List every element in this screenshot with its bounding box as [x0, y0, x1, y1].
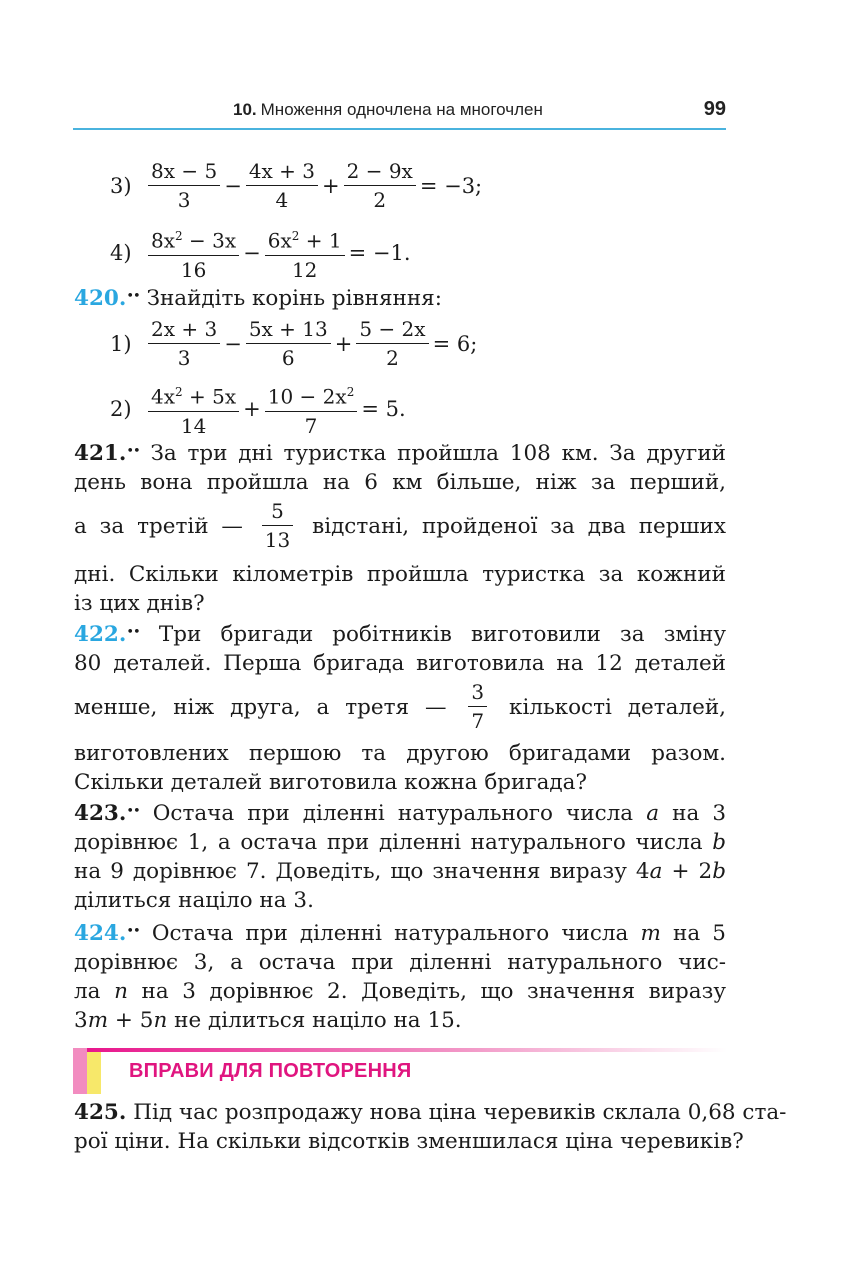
exercise-423-line-2: дорівнює 1, а остача при діленні натурального числа b [74, 830, 726, 855]
exercise-422-line-2: 80 деталей. Перша бригада виготовила на 12 деталей [74, 651, 726, 676]
page-number: 99 [703, 98, 726, 120]
running-header [73, 96, 726, 130]
fraction: $\frac{4x^2 + 5x}{14}$ [148, 381, 239, 437]
fraction: $\frac{8x - 5}{3}$ [148, 160, 220, 211]
exercise-424-line-2: дорівнює 3, а остача при діленні натурального чис- [74, 950, 726, 975]
exercise-422-line-4: виготовлених першою та другою бригадами разом. [74, 741, 726, 766]
equation-rhs: = 5. [361, 396, 406, 421]
variable-m: m [640, 921, 661, 946]
exercise-423-line-3: на 9 дорівнює 7. Доведіть, що значення виразу 4a + 2b [74, 859, 726, 884]
fraction: $\frac{8x^2 - 3x}{16}$ [148, 225, 239, 281]
exercise-425-line-1: 425. Під час розпродажу нова ціна черевиків склала 0,68 ста- [74, 1100, 787, 1125]
equation-label: 2) [110, 396, 132, 421]
exercise-421-line-2: день вона пройшла на 6 км більше, ніж за перший, [74, 470, 726, 495]
exercise-421-line-5: із цих днів? [74, 591, 205, 616]
exercise-424-line-3: ла n на 3 дорівнює 2. Доведіть, що значення виразу [74, 979, 726, 1004]
fraction: $\frac{2 - 9x}{2}$ [344, 160, 416, 211]
exercise-421-line-3: а за третій — $\frac{5}{13}$ відстані, пройденої за два перших [74, 498, 726, 552]
banner-gradient-strip [87, 1048, 727, 1052]
difficulty-marker: •• [126, 924, 140, 939]
variable-a: a [646, 801, 660, 826]
operator: + [243, 396, 261, 421]
exercise-422-line-5: Скільки деталей виготовила кожна бригада? [74, 770, 588, 795]
equation-label: 4) [110, 240, 132, 265]
exercise-number: 424. [74, 921, 127, 946]
difficulty-marker: •• [126, 444, 140, 459]
section-number: 10. [233, 100, 257, 119]
equation-420-1 [110, 318, 479, 369]
equation-rhs: = −3; [419, 173, 483, 198]
equation-4 [110, 225, 413, 281]
exercise-421-line-1: 421.•• За три дні туристка пройшла 108 км. За другий [74, 441, 726, 466]
banner-title: ВПРАВИ ДЛЯ ПОВТОРЕННЯ [129, 1060, 412, 1082]
fraction: $\frac{5 - 2x}{2}$ [356, 318, 428, 369]
variable-a: a [649, 859, 663, 884]
exercise-number: 425. [74, 1100, 127, 1125]
equation-label: 1) [110, 331, 132, 356]
exercise-424-line-4: 3m + 5n не ділиться націло на 15. [74, 1008, 462, 1033]
operator: − [243, 240, 261, 265]
equation-rhs: = 6; [432, 331, 478, 356]
fraction: $\frac{5x + 13}{6}$ [246, 318, 331, 369]
exercise-420-heading [74, 284, 726, 313]
exercise-423-line-4: ділиться націло на 3. [74, 888, 314, 913]
equation-label: 3) [110, 173, 132, 198]
section-title-text: Множення одночлена на многочлен [260, 100, 543, 119]
exercise-422-line-1: 422.•• Три бригади робітників виготовили за зміну [74, 622, 726, 647]
variable-n: n [114, 979, 128, 1004]
review-section-banner [73, 1048, 726, 1094]
section-title [233, 100, 543, 120]
fraction: $\frac{6x^2 + 1}{12}$ [265, 225, 345, 281]
fraction: $\frac{10 - 2x^2}{7}$ [265, 381, 358, 437]
variable-m: m [87, 1008, 109, 1033]
exercise-422-line-3: менше, ніж друга, а третя — $\frac{3}{7}$ кількості деталей, [74, 679, 726, 733]
exercise-423-line-1: 423.•• Остача при діленні натурального числа a на 3 [74, 801, 727, 826]
exercise-number: 420. [74, 286, 127, 311]
exercise-text: Знайдіть корінь рівняння: [146, 286, 442, 311]
inline-fraction: $\frac{3}{7}$ [468, 680, 487, 733]
banner-pink-bar [73, 1048, 87, 1094]
difficulty-marker: •• [126, 289, 140, 304]
exercise-number: 422. [74, 622, 127, 647]
equation-3 [110, 160, 484, 211]
operator: − [224, 331, 242, 356]
exercise-number: 423. [74, 801, 127, 826]
inline-fraction: $\frac{5}{13}$ [262, 499, 293, 552]
exercise-number: 421. [74, 441, 127, 466]
exercise-424-line-1: 424.•• Остача при діленні натурального числа m на 5 [74, 921, 726, 946]
equation-rhs: = −1. [348, 240, 411, 265]
equation-420-2 [110, 381, 408, 437]
exercise-425-line-2: рої ціни. На скільки відсотків зменшилася ціна черевиків? [74, 1129, 744, 1154]
difficulty-marker: •• [126, 804, 140, 819]
difficulty-marker: •• [126, 625, 140, 640]
operator: + [322, 173, 340, 198]
exercise-421-line-4: дні. Скільки кілометрів пройшла туристка за кожний [74, 562, 726, 587]
fraction: $\frac{2x + 3}{3}$ [148, 318, 220, 369]
operator: − [224, 173, 242, 198]
fraction: $\frac{4x + 3}{4}$ [246, 160, 318, 211]
variable-b: b [712, 859, 726, 884]
operator: + [334, 331, 353, 356]
banner-yellow-bar [87, 1052, 101, 1094]
variable-n: n [153, 1008, 168, 1033]
variable-b: b [712, 830, 726, 855]
